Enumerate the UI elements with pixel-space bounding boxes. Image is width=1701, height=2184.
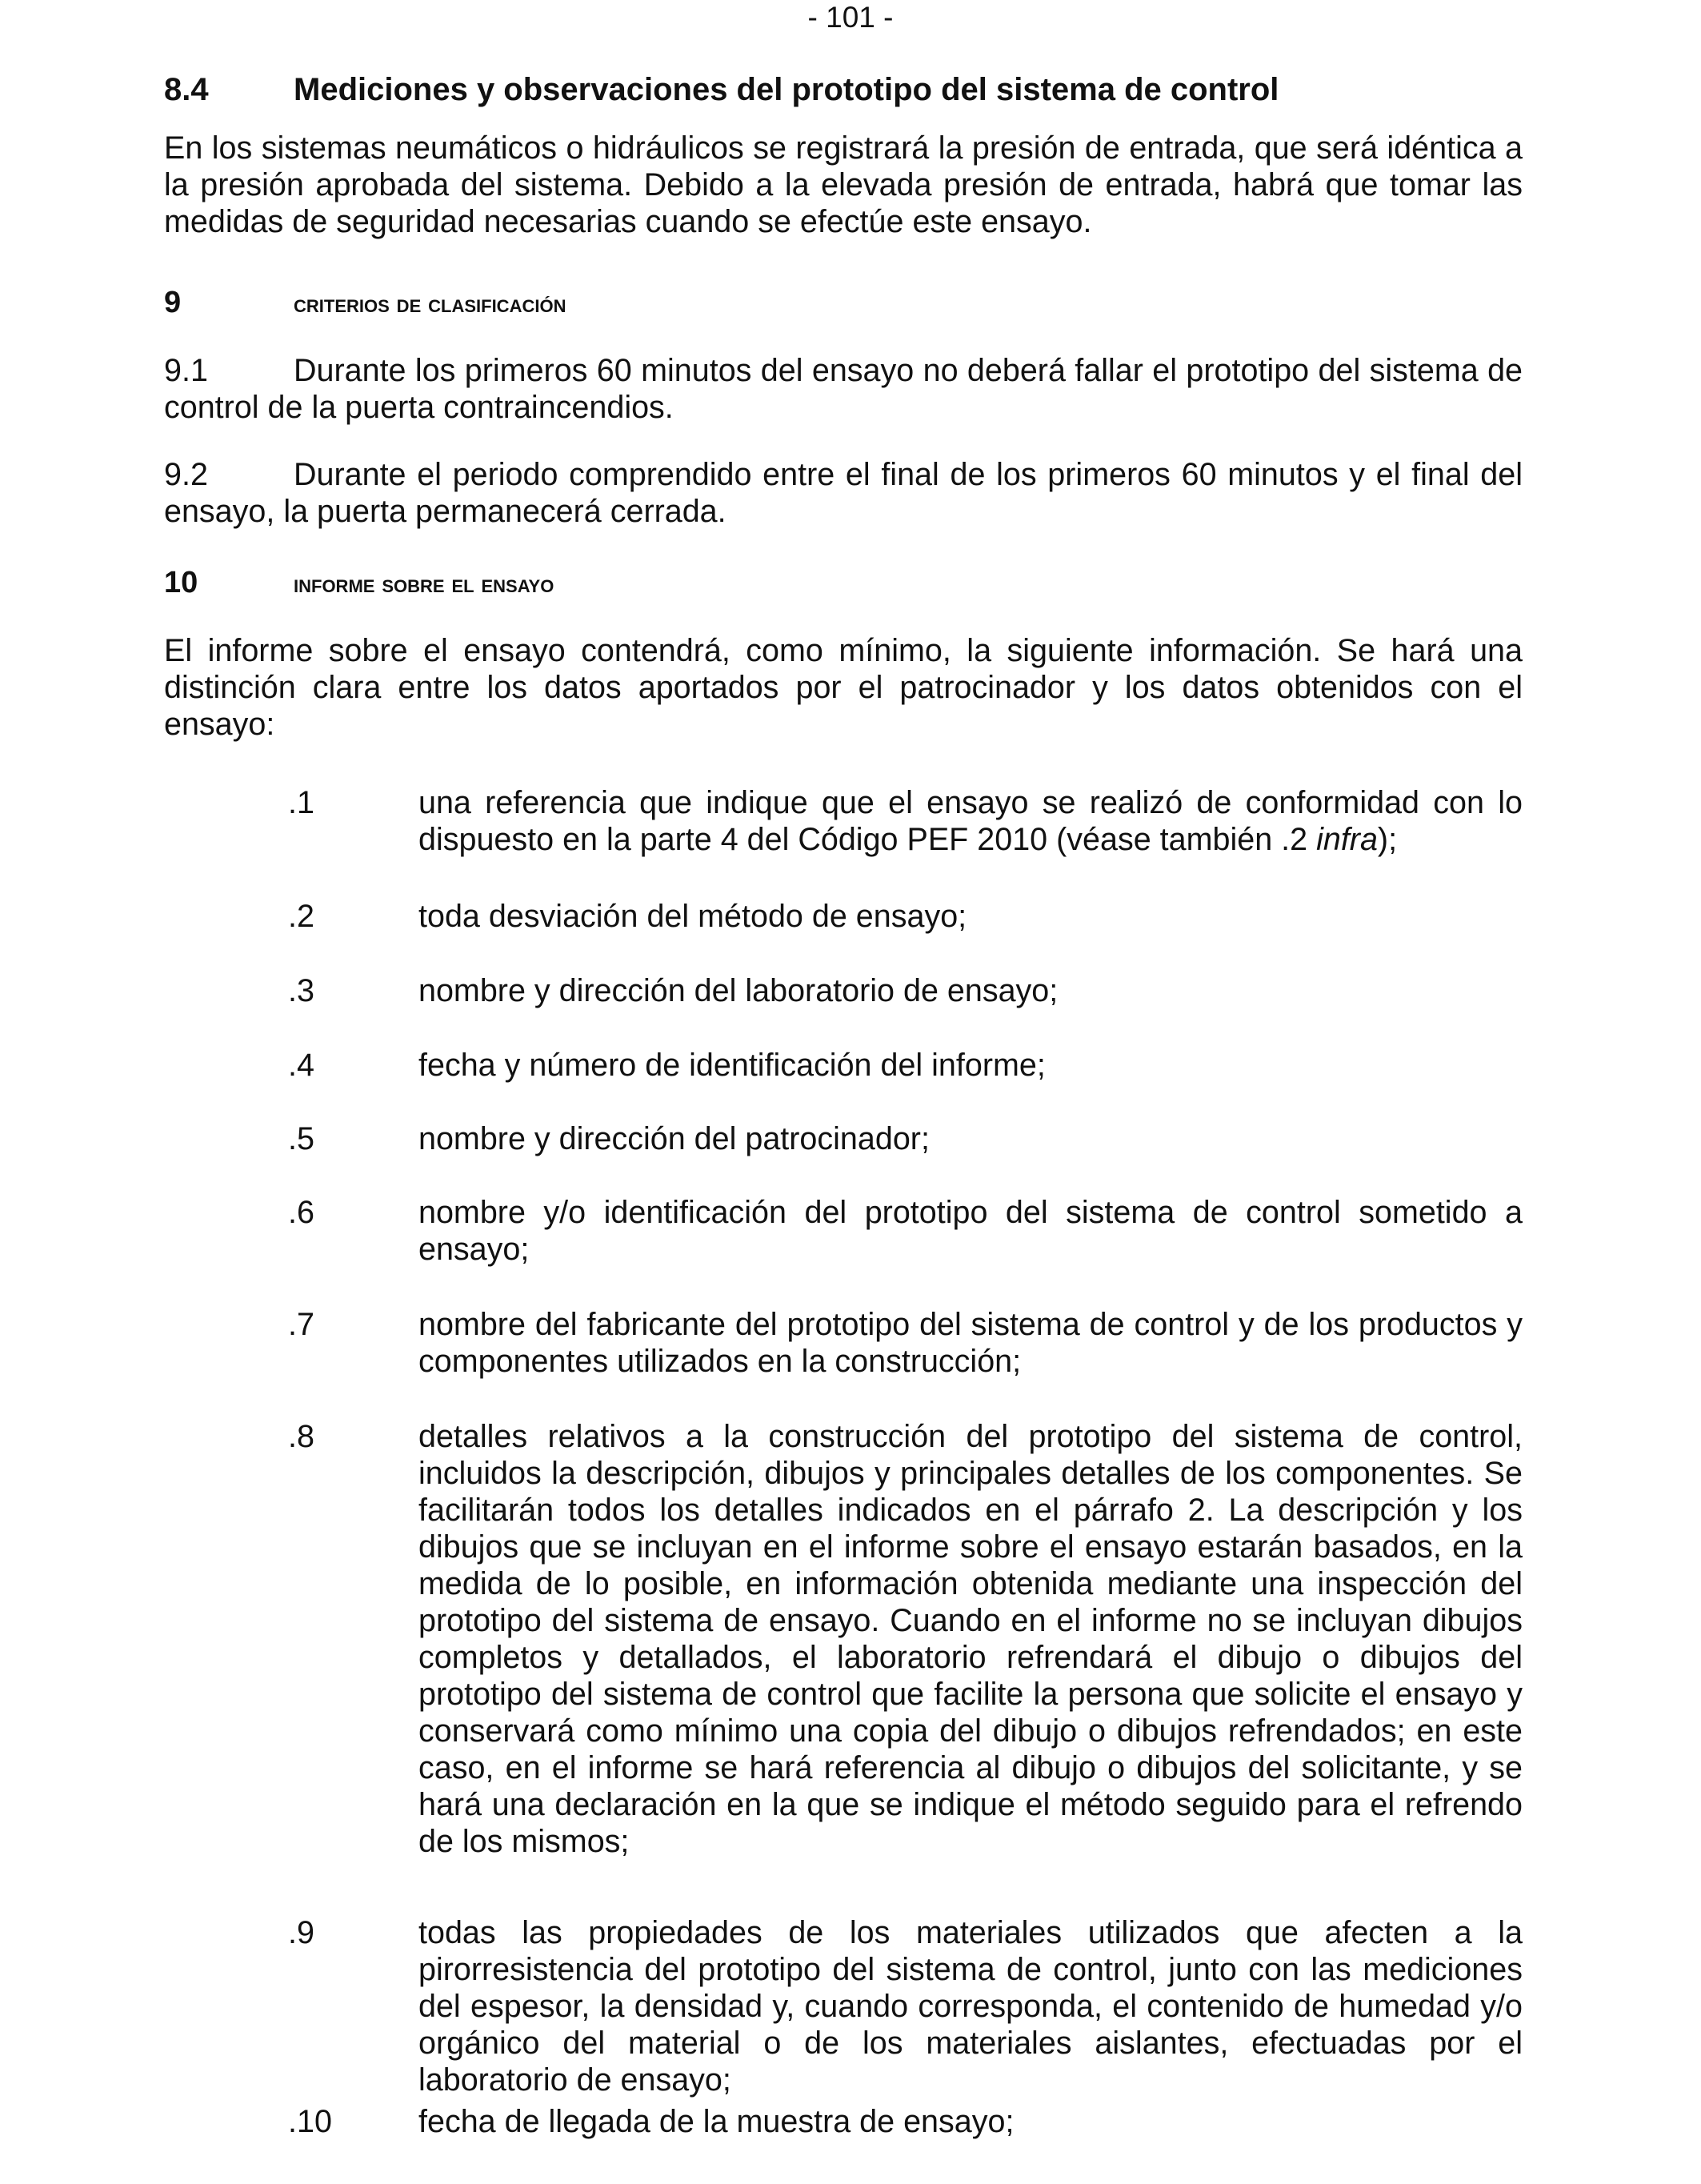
list-item [288, 784, 1523, 858]
section-9-number: 9 [164, 286, 182, 319]
section-8-4-heading [164, 70, 1279, 109]
paragraph-9-1 [164, 352, 1523, 426]
list-item-text-part: una referencia que indique que el ensayo se realizó de conformidad con lo dispuesto en la parte 4 del Código PEF 2010 (véase también .2 [418, 785, 1523, 857]
list-item-text: fecha y número de identificación del informe; [418, 1048, 1046, 1083]
section-10-heading [164, 567, 554, 599]
section-9-heading [164, 287, 566, 319]
list-item-number: .9 [288, 1915, 314, 1950]
section-9-title: criterios de clasificación [294, 289, 566, 318]
list-item [288, 898, 1523, 935]
section-10-number: 10 [164, 566, 198, 599]
list-item [288, 2103, 1523, 2140]
page-number: - 101 - [807, 1, 894, 34]
list-item [288, 1120, 1523, 1157]
list-item-number: .10 [288, 2104, 332, 2139]
list-item-text [418, 784, 1523, 858]
paragraph-9-1-text: Durante los primeros 60 minutos del ensayo no deberá fallar el prototipo del sistema de control de la puerta contraincendios. [164, 353, 1523, 425]
paragraph-9-2-text: Durante el periodo comprendido entre el final de los primeros 60 minutos y el final del ensayo, la puerta permanecerá cerrada. [164, 457, 1523, 529]
list-item [288, 1418, 1523, 1860]
list-item-number: .8 [288, 1419, 314, 1454]
section-10-intro: El informe sobre el ensayo contendrá, como mínimo, la siguiente información. Se hará una distinción clara entre los datos aportados por el patrocinador y los datos obtenidos con el ensayo: [164, 633, 1523, 742]
list-item-text: detalles relativos a la construcción del prototipo del sistema de control, incluidos la descripción, dibujos y principales detalles de los componentes. Se facilitarán todos los detalles indicados en el párrafo 2. La descripción y los dibujos que se incluyan en el informe sobre el ensayo estarán basados, en la medida de lo posible, en información obtenida mediante una inspección del prototipo del sistema de ensayo. Cuando en el informe no se incluyan dibujos completos y detallados, el laboratorio refrendará el dibujo o dibujos del prototipo del sistema de control que facilite la persona que solicite el ensayo y conservará como mínimo una copia del dibujo o dibujos refrendados; en este caso, en el informe se hará referencia al dibujo o dibujos del solicitante, y se hará una declaración en la que se indique el método seguido para el refrendo de los mismos; [418, 1419, 1523, 1859]
list-item [288, 1194, 1523, 1268]
list-item [288, 1306, 1523, 1380]
list-item-number: .5 [288, 1121, 314, 1156]
section-8-4-body: En los sistemas neumáticos o hidráulicos se registrará la presión de entrada, que será idéntica a la presión aprobada del sistema. Debido a la elevada presión de entrada, habrá que tomar las medidas de seguridad necesarias cuando se efectúe este ensayo. [164, 130, 1523, 239]
list-item-number: .4 [288, 1048, 314, 1083]
list-item-text: todas las propiedades de los materiales utilizados que afecten a la pirorresistencia del prototipo del sistema de control, junto con las mediciones del espesor, la densidad y, cuando corresponda, el contenido de humedad y/o orgánico del material o de los materiales aislantes, efectuadas por el laboratorio de ensayo; [418, 1915, 1523, 2098]
list-item [288, 1914, 1523, 2098]
list-item-number: .3 [288, 973, 314, 1008]
list-item-text-part: ); [1377, 822, 1398, 857]
section-8-4-title: Mediciones y observaciones del prototipo del sistema de control [294, 72, 1279, 107]
list-item-text: nombre y dirección del patrocinador; [418, 1121, 930, 1156]
list-item-text: nombre del fabricante del prototipo del sistema de control y de los productos y componentes utilizados en la construcción; [418, 1307, 1523, 1379]
paragraph-9-2 [164, 456, 1523, 530]
list-item-number: .7 [288, 1307, 314, 1342]
paragraph-9-1-number: 9.1 [164, 353, 208, 388]
paragraph-9-2-number: 9.2 [164, 457, 208, 492]
list-item-text: nombre y/o identificación del prototipo del sistema de control sometido a ensayo; [418, 1195, 1523, 1267]
list-item-number: .1 [288, 785, 314, 820]
list-item-number: .2 [288, 899, 314, 934]
section-8-4-number: 8.4 [164, 72, 209, 107]
list-item-text: nombre y dirección del laboratorio de ensayo; [418, 973, 1059, 1008]
list-item-text: fecha de llegada de la muestra de ensayo; [418, 2104, 1015, 2139]
list-item [288, 1047, 1523, 1084]
list-item-number: .6 [288, 1195, 314, 1230]
section-10-title: informe sobre el ensayo [294, 569, 554, 598]
list-item [288, 972, 1523, 1009]
list-item-text: toda desviación del método de ensayo; [418, 899, 967, 934]
list-item-text-italic: infra [1316, 822, 1378, 857]
